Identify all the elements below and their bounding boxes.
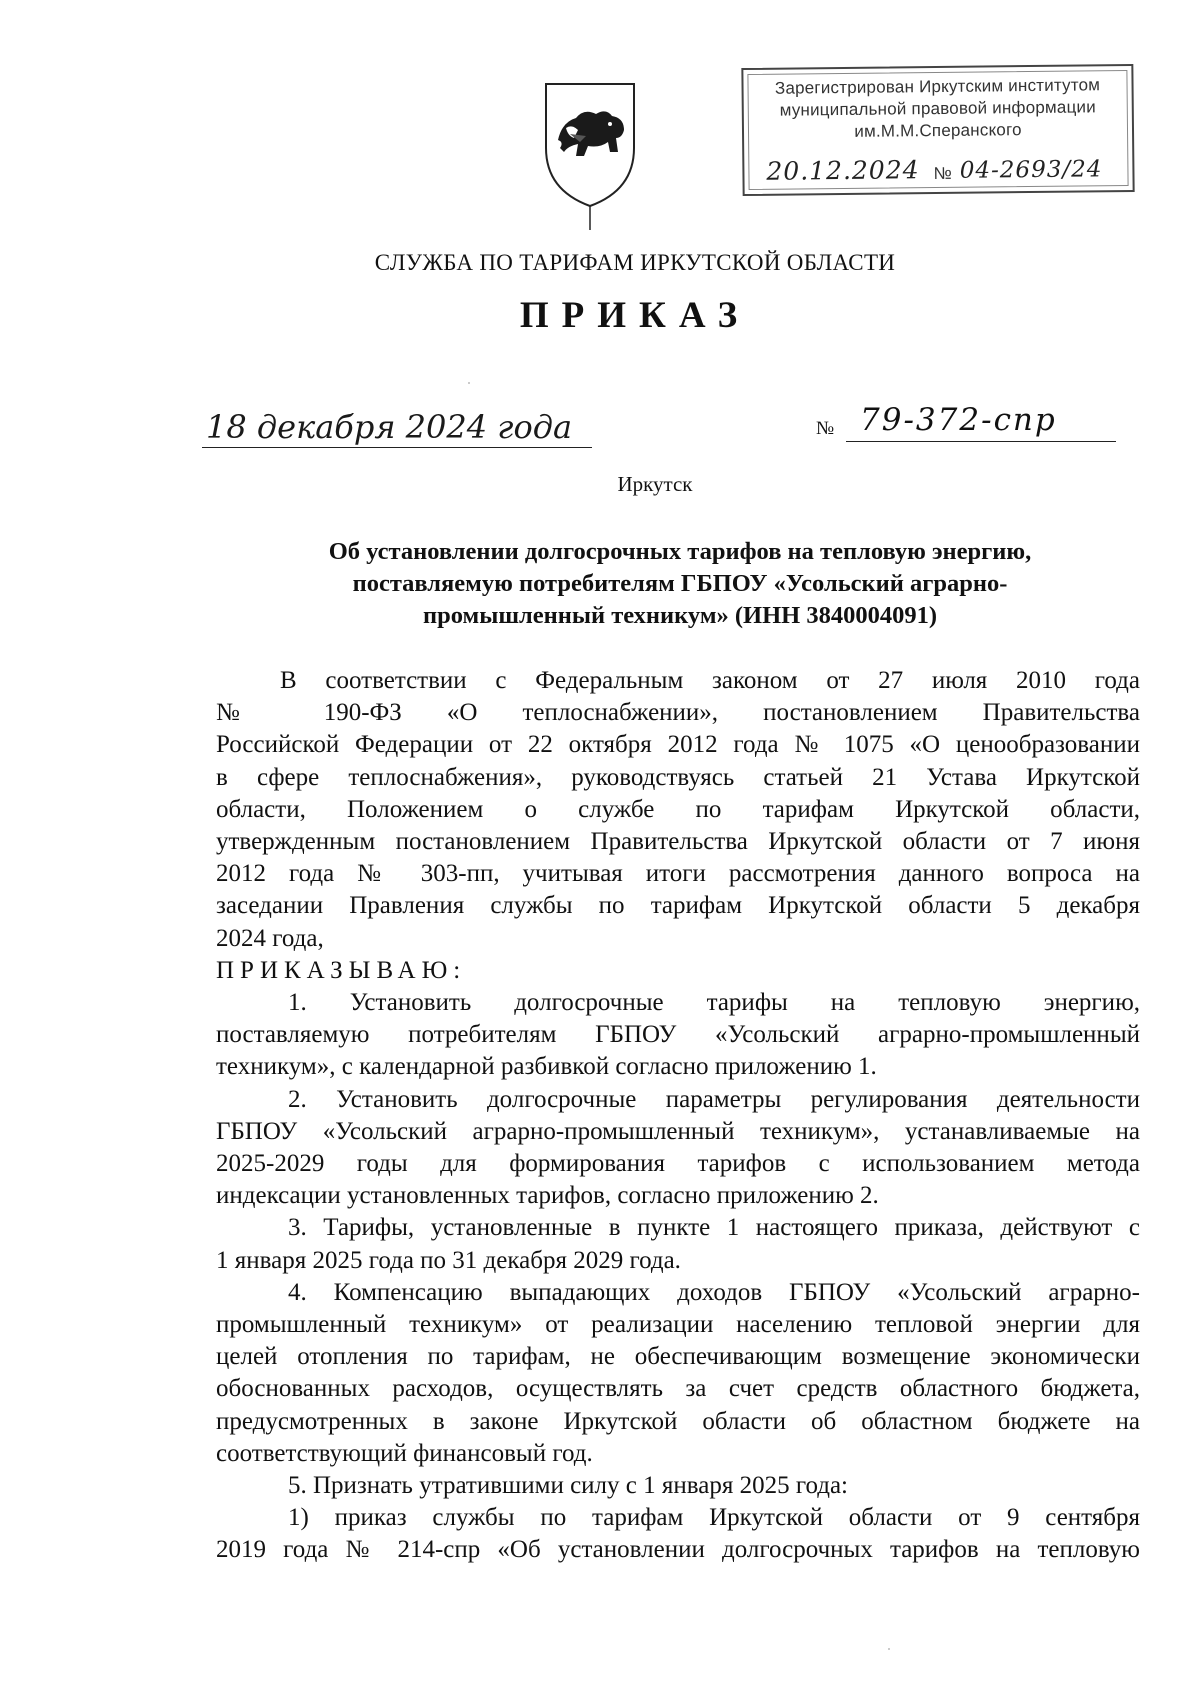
city-name: Иркутск [617, 472, 693, 496]
stamp-date: 20.12.2024 [766, 155, 920, 186]
body-line: в сфере теплоснабжения», руководствуясь статьей 21 Устава Иркутской [216, 763, 1140, 791]
body-line: целей отопления по тарифам, не обеспечивающим возмещение экономически [216, 1343, 1140, 1371]
coat-of-arms-icon [540, 78, 640, 233]
body-line: 4. Компенсацию выпадающих доходов ГБПОУ «Усольский аграрно- [288, 1278, 1140, 1306]
stamp-line-1: Зарегистрирован Иркутским институтом [774, 75, 1101, 98]
number-underline [846, 441, 1116, 442]
body-line: 2024 года, [216, 924, 324, 952]
body-line: 3. Тарифы, установленные в пункте 1 настоящего приказа, действуют с [288, 1214, 1140, 1242]
document-type-heading: ПРИКАЗ [519, 295, 751, 336]
organization-name: СЛУЖБА ПО ТАРИФАМ ИРКУТСКОЙ ОБЛАСТИ [374, 250, 896, 275]
order-keyword: ПРИКАЗЫВАЮ: [216, 956, 467, 984]
body-line: соответствующий финансовый год. [216, 1439, 593, 1467]
body-line: техникум», с календарной разбивкой согласно приложению 1. [216, 1053, 877, 1081]
registration-stamp [741, 64, 1134, 196]
stamp-line-2: муниципальной правовой информации [779, 97, 1096, 120]
body-line: заседании Правления службы по тарифам Иркутской области 5 декабря [216, 892, 1140, 920]
stamp-line-3: им.М.М.Сперанского [854, 120, 1022, 141]
body-line: утвержденным постановлением Правительства Иркутской области от 7 июня [216, 828, 1140, 856]
document-title [240, 536, 1120, 632]
title-line: Об установлении долгосрочных тарифов на тепловую энергию, [328, 538, 1032, 565]
order-date: 18 декабря 2024 года [206, 408, 573, 446]
body-line: 5. Признать утратившими силу с 1 января 2025 года: [288, 1472, 848, 1500]
date-underline [202, 447, 592, 448]
body-line: области, Положением о службе по тарифам Иркутской области, [216, 795, 1140, 823]
body-line: Российской Федерации от 22 октября 2012 года № 1075 «О ценообразовании [216, 731, 1140, 759]
stamp-registration-row [766, 148, 1118, 186]
body-line: промышленный техникум» от реализации населению тепловой энергии для [216, 1311, 1140, 1339]
title-line: промышленный техникум» (ИНН 3840004091) [422, 602, 938, 629]
body-line: поставляемую потребителям ГБПОУ «Усольский аграрно-промышленный [216, 1021, 1140, 1049]
body-line: 2019 года № 214-спр «Об установлении долгосрочных тарифов на тепловую [216, 1536, 1140, 1564]
body-line: обоснованных расходов, осуществлять за счет средств областного бюджета, [216, 1375, 1140, 1403]
order-number: 79-372-спр [860, 402, 1057, 438]
order-date-field [202, 402, 592, 452]
body-line: 2025-2029 годы для формирования тарифов с использованием метода [216, 1150, 1140, 1178]
body-line: № 190-ФЗ «О теплоснабжении», постановлением Правительства [216, 699, 1140, 727]
title-line: поставляемую потребителям ГБПОУ «Усольский аграрно- [352, 570, 1008, 597]
stamp-number: 04-2693/24 [959, 156, 1103, 184]
body-line: индексации установленных тарифов, согласно приложению 2. [216, 1182, 879, 1210]
stamp-number-label: № [933, 163, 952, 184]
body-line: 2. Установить долгосрочные параметры регулирования деятельности [288, 1085, 1140, 1113]
body-line: 2012 года № 303-пп, учитывая итоги рассмотрения данного вопроса на [216, 860, 1140, 888]
body-line: 1) приказ службы по тарифам Иркутской области от 9 сентября [288, 1504, 1140, 1532]
order-number-field [816, 398, 1116, 448]
body-line: ГБПОУ «Усольский аграрно-промышленный техникум», устанавливаемые на [216, 1117, 1140, 1145]
body-line: 1 января 2025 года по 31 декабря 2029 года. [216, 1246, 681, 1274]
order-number-label: № [816, 418, 835, 439]
body-line: 1. Установить долгосрочные тарифы на тепловую энергию, [288, 989, 1140, 1017]
body-line: В соответствии с Федеральным законом от 27 июля 2010 года [280, 667, 1140, 694]
body-line: предусмотренных в законе Иркутской области об областном бюджете на [216, 1407, 1140, 1435]
document-body [216, 665, 1140, 1567]
scan-speck [468, 382, 470, 384]
scan-speck [888, 1648, 890, 1650]
